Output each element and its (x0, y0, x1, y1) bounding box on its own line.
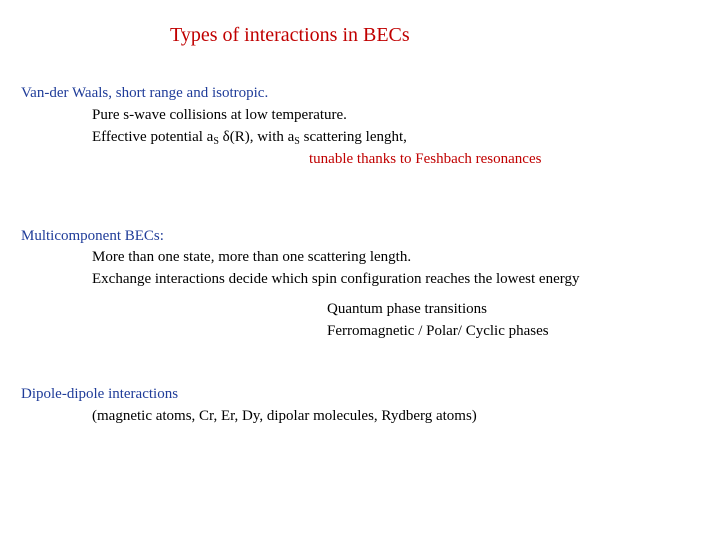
section2-line1: More than one state, more than one scattering length. (92, 249, 412, 265)
section1-heading: Van-der Waals, short range and isotropic. (21, 85, 269, 101)
section2-line4: Ferromagnetic / Polar/ Cyclic phases (327, 323, 549, 339)
section3-line1: (magnetic atoms, Cr, Er, Dy, dipolar molecules, Rydberg atoms) (92, 408, 477, 424)
section2-heading: Multicomponent BECs: (21, 228, 164, 244)
section1-line1: Pure s-wave collisions at low temperature. (92, 107, 347, 123)
section1-line2-prefix: Effective potential a (92, 129, 214, 145)
section1-line2-sub1: S (213, 136, 219, 147)
section1-line2-mid: δ(R), with a (218, 129, 295, 145)
section2-line3: Quantum phase transitions (327, 301, 487, 317)
section3-heading: Dipole-dipole interactions (21, 386, 179, 402)
page-title: Types of interactions in BECs (170, 24, 410, 46)
section1-line2-suffix: scattering lenght, (299, 129, 407, 145)
section2-line2: Exchange interactions decide which spin configuration reaches the lowest energy (92, 271, 580, 287)
section1-line3: tunable thanks to Feshbach resonances (309, 151, 542, 167)
section1-line2 (92, 127, 407, 147)
section1-line2-sub2: S (294, 136, 300, 147)
